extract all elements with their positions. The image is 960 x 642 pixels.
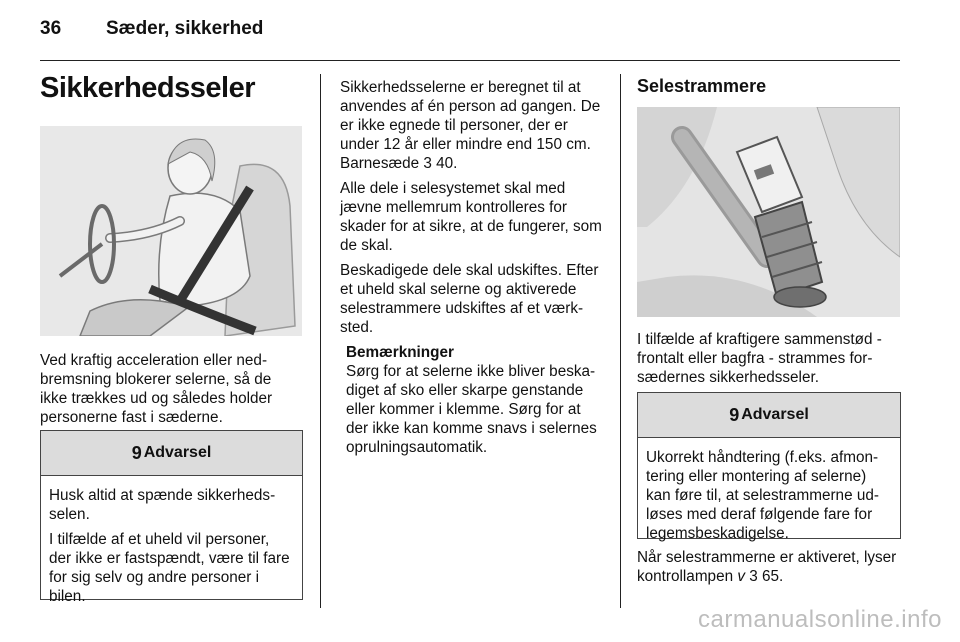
belt-pretensioner-icon <box>637 107 900 317</box>
warning-icon: 9 <box>131 442 142 463</box>
seatbelt-person-icon <box>40 126 302 336</box>
warning-paragraph: I tilfælde af et uheld vil personer, der ikke er fastspændt, være til fare for sig selv og andre personer i bilen. <box>49 531 290 605</box>
warning-box-seatbelt <box>40 430 303 605</box>
col3-footer-text <box>637 548 902 586</box>
pretensioner-illustration <box>637 107 900 317</box>
column-divider-1 <box>320 74 321 608</box>
warning-paragraph: Husk altid at spænde sikkerhedsselen. <box>49 487 276 523</box>
page-header <box>40 18 263 40</box>
paragraph: Alle dele i selesystemet skal med jævne mellemrum kontrolleres for skader for at sikre, at de fungerer, som de skal. <box>340 180 602 254</box>
section-title: Sæder, sikkerhed <box>106 18 264 39</box>
note-text: Sørg for at selerne ikke bliver beskadiget af sko eller skarpe genstande eller kommer i klemme. Sørg for at der ikke kan komme snavs i selernes oprulningsautomatik. <box>346 363 597 456</box>
page-number: 36 <box>40 18 62 39</box>
seatbelt-illustration <box>40 126 302 336</box>
warning-heading: Advarsel <box>741 406 809 423</box>
warning-header <box>638 393 900 438</box>
page-reference: 3 65. <box>745 568 784 585</box>
section-heading-selestrammere: Selestrammere <box>637 76 767 96</box>
column-divider-2 <box>620 74 621 608</box>
header-rule <box>40 60 900 61</box>
warning-paragraph: Ukorrekt håndtering (f.eks. afmontering eller montering af selerne) kan føre til, at selestrammerne udløses med deraf følgende fare for legemsbeskadigelse. <box>646 449 879 542</box>
col1-text: Ved kraftig acceleration eller nedbremsning blokerer selerne, så de ikke trækkes ud og således holder personerne fast i sæderne. <box>40 352 273 426</box>
col2-text <box>340 78 606 457</box>
footer-text: Når selestrammerne er aktiveret, lyser kontrollampen <box>637 549 897 585</box>
watermark: carmanualsonline.info <box>698 606 942 633</box>
warning-body <box>638 438 900 555</box>
warning-box-pretensioner <box>637 392 901 542</box>
warning-icon: 9 <box>729 404 740 425</box>
paragraph: Sikkerhedsselerne er beregnet til at anvendes af én person ad gangen. De er ikke egnede til personer, der er under 12 år eller mindre end 150 cm. Barnesæde 3 40. <box>340 79 601 172</box>
note-heading: Bemærkninger <box>346 344 454 361</box>
note-block <box>340 343 606 457</box>
col3-text: I tilfælde af kraftigere sammenstød - frontalt eller bagfra - strammes forsædernes sikkerhedsseler. <box>637 331 882 386</box>
seatbelt-warning-lamp-icon: v <box>737 568 745 585</box>
warning-header <box>41 431 302 476</box>
warning-body <box>41 476 302 618</box>
warning-heading: Advarsel <box>143 444 212 461</box>
page-title: Sikkerhedsseler <box>40 72 255 104</box>
paragraph: Beskadigede dele skal udskiftes. Efter et uheld skal selerne og aktiverede selestrammere udskiftes af et værksted. <box>340 262 599 336</box>
